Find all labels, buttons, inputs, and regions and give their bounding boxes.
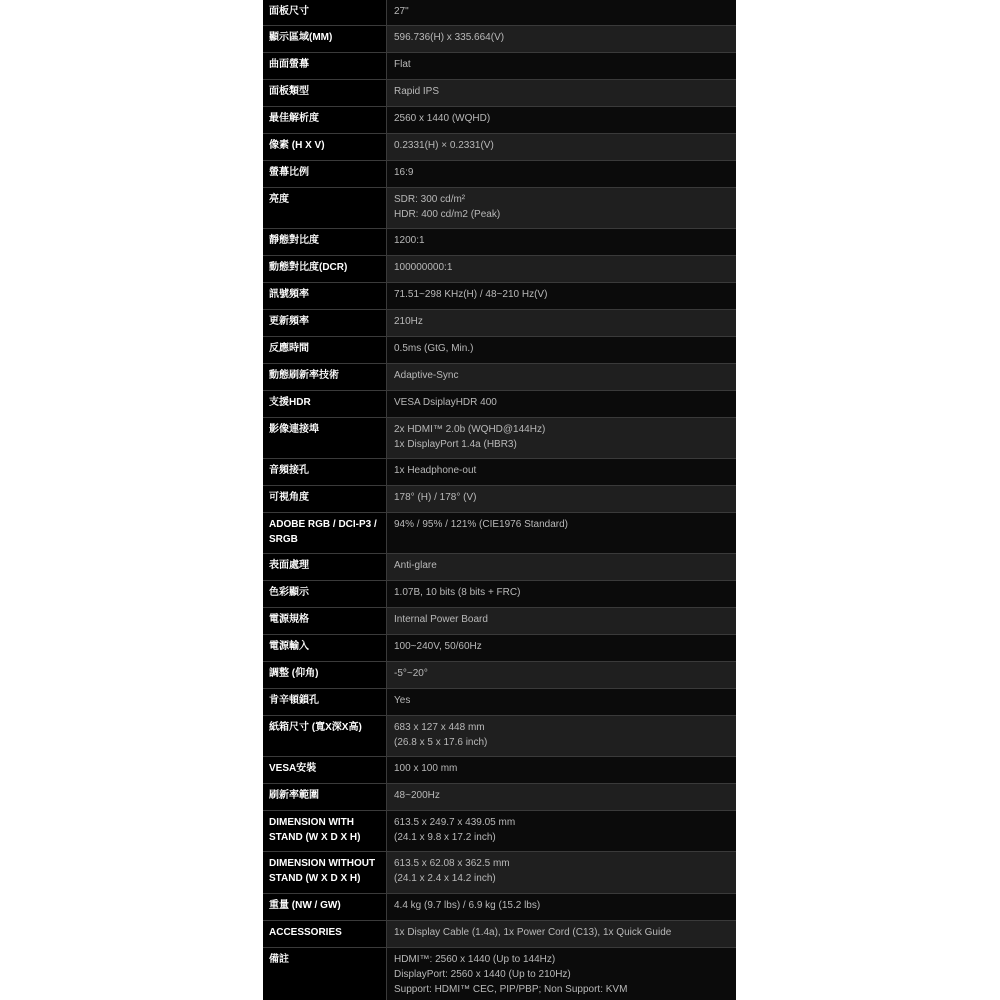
- spec-value: Rapid IPS: [387, 80, 736, 106]
- spec-label: DIMENSION WITHOUT STAND (W X D X H): [263, 852, 387, 893]
- spec-row: [263, 364, 736, 391]
- spec-row: [263, 229, 736, 256]
- spec-value: 596.736(H) x 335.664(V): [387, 26, 736, 52]
- spec-label: 靜態對比度: [263, 229, 387, 255]
- spec-label: 肯辛頓鎖孔: [263, 689, 387, 715]
- spec-row: [263, 689, 736, 716]
- spec-value: 94% / 95% / 121% (CIE1976 Standard): [387, 513, 736, 553]
- spec-value: 1200:1: [387, 229, 736, 255]
- spec-row: [263, 894, 736, 921]
- spec-row: [263, 662, 736, 689]
- spec-label: 動態對比度(DCR): [263, 256, 387, 282]
- spec-label: 曲面螢幕: [263, 53, 387, 79]
- spec-row: [263, 283, 736, 310]
- spec-row: [263, 784, 736, 811]
- spec-value: 2x HDMI™ 2.0b (WQHD@144Hz) 1x DisplayPort 1.4a (HBR3): [387, 418, 736, 458]
- spec-value: 210Hz: [387, 310, 736, 336]
- spec-label: 反應時間: [263, 337, 387, 363]
- spec-label: 刷新率範圍: [263, 784, 387, 810]
- spec-row: [263, 811, 736, 852]
- spec-label: 訊號頻率: [263, 283, 387, 309]
- spec-value: 71.51~298 KHz(H) / 48~210 Hz(V): [387, 283, 736, 309]
- spec-value: HDMI™: 2560 x 1440 (Up to 144Hz) DisplayPort: 2560 x 1440 (Up to 210Hz) Support: HDMI™ CEC, PIP/PBP; Non Support: KVM: [387, 948, 736, 1000]
- spec-label: 重量 (NW / GW): [263, 894, 387, 920]
- spec-value: Yes: [387, 689, 736, 715]
- spec-row: [263, 581, 736, 608]
- spec-row: [263, 107, 736, 134]
- spec-row: [263, 161, 736, 188]
- spec-row: [263, 486, 736, 513]
- spec-row: [263, 757, 736, 784]
- spec-row: [263, 418, 736, 459]
- spec-value: -5°~20°: [387, 662, 736, 688]
- spec-label: 紙箱尺寸 (寬X深X高): [263, 716, 387, 756]
- spec-value: 613.5 x 62.08 x 362.5 mm (24.1 x 2.4 x 14.2 inch): [387, 852, 736, 893]
- spec-value: 27": [387, 0, 736, 25]
- spec-row: [263, 256, 736, 283]
- spec-row: [263, 459, 736, 486]
- spec-value: 100~240V, 50/60Hz: [387, 635, 736, 661]
- spec-row: [263, 921, 736, 948]
- spec-label: 支援HDR: [263, 391, 387, 417]
- spec-label: 音頻接孔: [263, 459, 387, 485]
- spec-label: 備註: [263, 948, 387, 1000]
- spec-value: 1x Headphone-out: [387, 459, 736, 485]
- spec-label: 最佳解析度: [263, 107, 387, 133]
- spec-label: 色彩顯示: [263, 581, 387, 607]
- spec-label: DIMENSION WITH STAND (W X D X H): [263, 811, 387, 851]
- spec-value: 178° (H) / 178° (V): [387, 486, 736, 512]
- spec-value: 683 x 127 x 448 mm (26.8 x 5 x 17.6 inch): [387, 716, 736, 756]
- spec-value: Flat: [387, 53, 736, 79]
- spec-value: 0.5ms (GtG, Min.): [387, 337, 736, 363]
- spec-row: [263, 608, 736, 635]
- spec-row: [263, 391, 736, 418]
- spec-value: 1.07B, 10 bits (8 bits + FRC): [387, 581, 736, 607]
- spec-label: 亮度: [263, 188, 387, 228]
- spec-value: 1x Display Cable (1.4a), 1x Power Cord (C13), 1x Quick Guide: [387, 921, 736, 947]
- spec-table: [263, 0, 736, 1000]
- spec-value: 2560 x 1440 (WQHD): [387, 107, 736, 133]
- spec-label: ADOBE RGB / DCI-P3 / SRGB: [263, 513, 387, 553]
- spec-row: [263, 134, 736, 161]
- spec-label: 電源規格: [263, 608, 387, 634]
- spec-row: [263, 716, 736, 757]
- spec-value: VESA DsiplayHDR 400: [387, 391, 736, 417]
- spec-value: 16:9: [387, 161, 736, 187]
- spec-label: 螢幕比例: [263, 161, 387, 187]
- spec-row: [263, 948, 736, 1000]
- spec-row: [263, 80, 736, 107]
- spec-row: [263, 0, 736, 26]
- spec-label: 動態刷新率技術: [263, 364, 387, 390]
- spec-label: 調整 (仰角): [263, 662, 387, 688]
- spec-value: 48~200Hz: [387, 784, 736, 810]
- spec-value: 0.2331(H) × 0.2331(V): [387, 134, 736, 160]
- spec-label: 面板類型: [263, 80, 387, 106]
- spec-label: 顯示區域(MM): [263, 26, 387, 52]
- spec-value: SDR: 300 cd/m² HDR: 400 cd/m2 (Peak): [387, 188, 736, 228]
- spec-row: [263, 852, 736, 894]
- spec-value: 4.4 kg (9.7 lbs) / 6.9 kg (15.2 lbs): [387, 894, 736, 920]
- spec-row: [263, 513, 736, 554]
- spec-label: 電源輸入: [263, 635, 387, 661]
- spec-row: [263, 53, 736, 80]
- spec-value: 613.5 x 249.7 x 439.05 mm (24.1 x 9.8 x 17.2 inch): [387, 811, 736, 851]
- spec-label: 可視角度: [263, 486, 387, 512]
- spec-row: [263, 635, 736, 662]
- spec-label: VESA安裝: [263, 757, 387, 783]
- spec-value: 100000000:1: [387, 256, 736, 282]
- spec-label: 面板尺寸: [263, 0, 387, 25]
- spec-label: 表面處理: [263, 554, 387, 580]
- spec-row: [263, 26, 736, 53]
- spec-label: 像素 (H X V): [263, 134, 387, 160]
- spec-label: 影像連接埠: [263, 418, 387, 458]
- spec-row: [263, 188, 736, 229]
- spec-label: 更新頻率: [263, 310, 387, 336]
- spec-value: Internal Power Board: [387, 608, 736, 634]
- spec-row: [263, 310, 736, 337]
- spec-value: Anti-glare: [387, 554, 736, 580]
- spec-row: [263, 337, 736, 364]
- spec-value: 100 x 100 mm: [387, 757, 736, 783]
- spec-row: [263, 554, 736, 581]
- spec-value: Adaptive-Sync: [387, 364, 736, 390]
- spec-label: ACCESSORIES: [263, 921, 387, 947]
